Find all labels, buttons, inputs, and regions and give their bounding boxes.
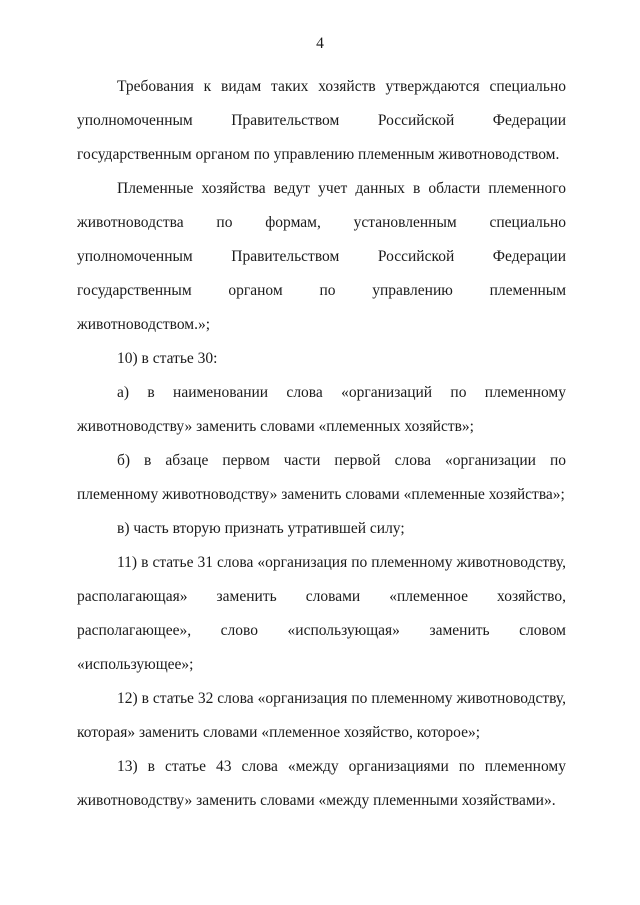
paragraph-item-10a: а) в наименовании слова «организаций по племенному животноводству» заменить словами «племенных хозяйств»; <box>77 384 566 435</box>
paragraph-item-10v: в) часть вторую признать утратившей силу; <box>117 520 405 537</box>
paragraph-item-13: 13) в статье 43 слова «между организациями по племенному животноводству» заменить словами «между племенными хозяйствами». <box>77 758 566 809</box>
paragraph-item-11: 11) в статье 31 слова «организация по племенному животноводству, располагающая» заменить словами «племенное хозяйство, располагающее», слово «использующая» заменить словом «использующее»; <box>77 554 566 673</box>
document-body <box>77 70 566 818</box>
paragraph-item-12: 12) в статье 32 слова «организация по племенному животноводству, которая» заменить словами «племенное хозяйство, которое»; <box>77 690 566 741</box>
paragraph-requirements: Требования к видам таких хозяйств утверждаются специально уполномоченным Правительством Российской Федерации государственным органом по управлению племенным животноводством. <box>77 78 566 163</box>
paragraph-item-10b: б) в абзаце первом части первой слова «организации по племенному животноводству» заменить словами «племенные хозяйства»; <box>77 452 566 503</box>
paragraph-item-10: 10) в статье 30: <box>117 350 218 367</box>
paragraph-breeding-farms: Племенные хозяйства ведут учет данных в области племенного животноводства по формам, установленным специально уполномоченным Правительством Российской Федерации государственным органом по управлению племенным животноводством.»; <box>77 180 566 333</box>
page-number: 4 <box>316 35 324 52</box>
